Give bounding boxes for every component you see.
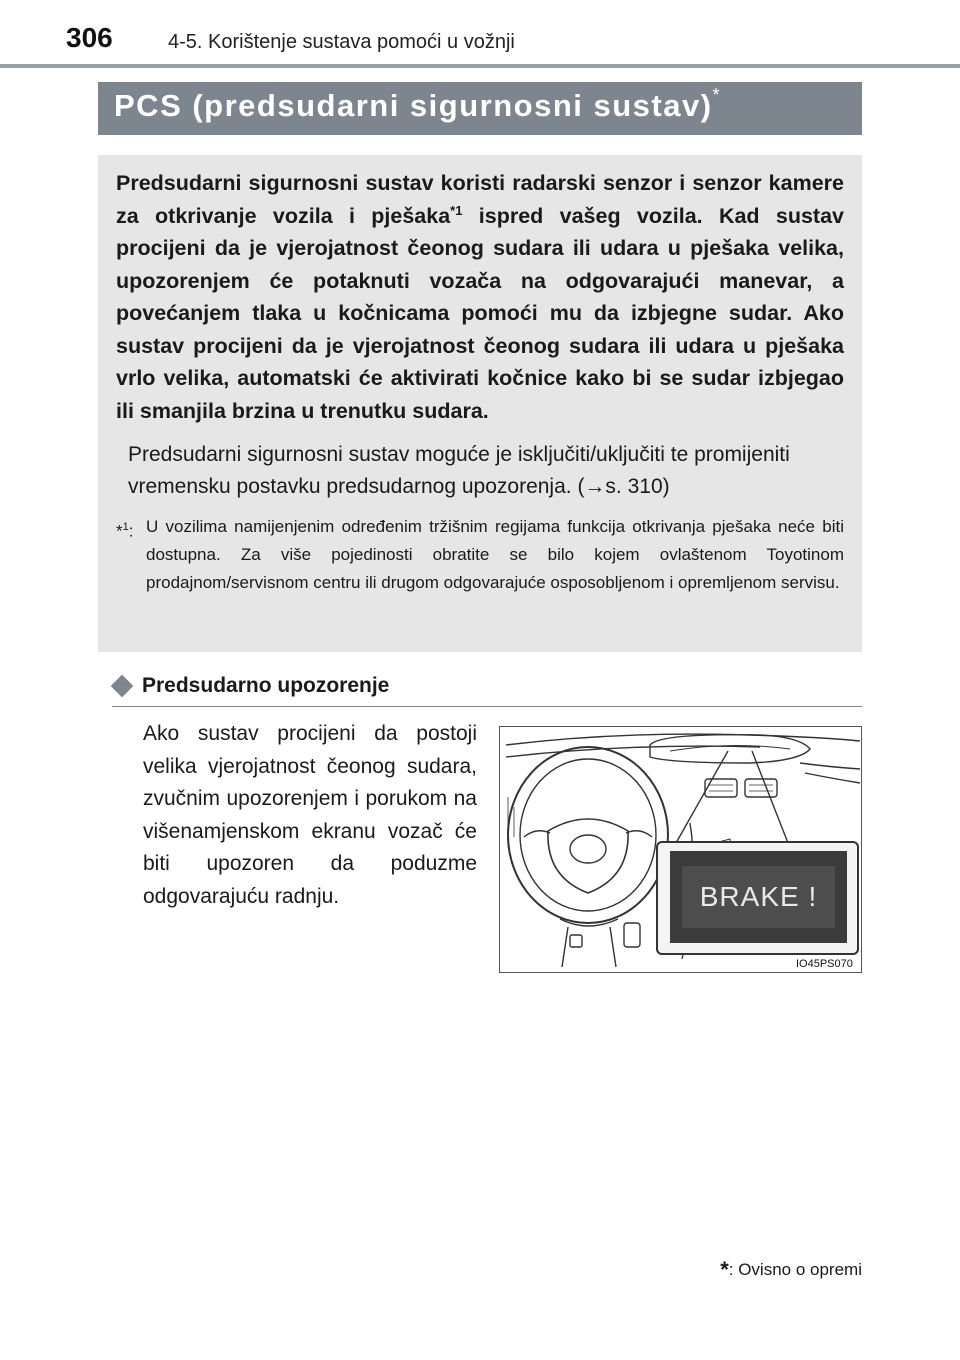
equipment-note-asterisk: * bbox=[720, 1257, 729, 1282]
subsection-heading bbox=[112, 674, 862, 707]
subsection-title: Predsudarno upozorenje bbox=[142, 674, 390, 697]
equipment-note bbox=[720, 1257, 862, 1283]
intro-text-part1: Predsudarni sigurnosni sustav koristi radarski senzor i senzor kamere za otkrivanje vozila i pješaka bbox=[116, 171, 844, 228]
diamond-bullet-icon bbox=[111, 675, 134, 698]
intro-text-part2: ispred vašeg vozila. Kad sustav procijeni da je vjerojatnost čeonog sudara ili udara u pješaka velika, upozorenjem će potaknuti vozača na odgovarajući manevar, a povećanjem tlaka u kočnicama pomoći mu da izbjegne sudar. Ako sustav procijeni da je vjerojatnost čeonog sudara ili udara u pješaka vrlo velika, automatski će aktivirati kočnice kako bi se sudar izbjegao ili smanjila brzina u trenutku sudara. bbox=[116, 203, 845, 423]
chapter-title: 4-5. Korištenje sustava pomoći u vožnji bbox=[168, 31, 515, 53]
footnote-number: 1 bbox=[122, 521, 129, 533]
footnote-asterisk: * bbox=[116, 521, 123, 541]
equipment-note-text: : Ovisno o opremi bbox=[728, 1260, 862, 1279]
brake-warning-message: BRAKE ! bbox=[682, 866, 835, 928]
page-title-text: PCS (predsudarni sigurnosni sustav) bbox=[114, 88, 713, 123]
figure-id: IO45PS070 bbox=[796, 958, 853, 970]
section-title-bar bbox=[98, 82, 862, 135]
footnote bbox=[116, 513, 844, 597]
footnote-marker bbox=[116, 513, 146, 597]
intro-box bbox=[98, 155, 862, 652]
header-divider bbox=[0, 64, 960, 68]
intro-paragraph bbox=[116, 167, 844, 427]
page-title bbox=[114, 84, 722, 124]
footnote-text: U vozilima namijenjenim određenim tržišnim regijama funkcija otkrivanja pješaka neće biti dostupna. Za više pojedinosti obratite se bilo kojem ovlaštenom Toyotinom prodajnom/servisnom centru ili drugom odgovarajuće osposobljenom i opremljenom servisu. bbox=[146, 517, 844, 592]
footnote-colon: : bbox=[128, 521, 134, 541]
equipment-asterisk: * bbox=[712, 84, 722, 105]
subsection-body: Ako sustav procijeni da postoji velika vjerojatnost čeonog sudara, zvučnim upozorenjem i porukom na višenamjenskom ekranu vozač će biti upozoren da poduzme odgovarajuću radnju. bbox=[143, 722, 477, 908]
footnote-reference: *1 bbox=[450, 202, 463, 218]
intro-note: Predsudarni sigurnosni sustav moguće je isključiti/uključiti te promijeniti vremensku postavku predsudarnog upozorenja. (→s. 310) bbox=[128, 443, 790, 498]
page-number: 306 bbox=[66, 22, 113, 53]
